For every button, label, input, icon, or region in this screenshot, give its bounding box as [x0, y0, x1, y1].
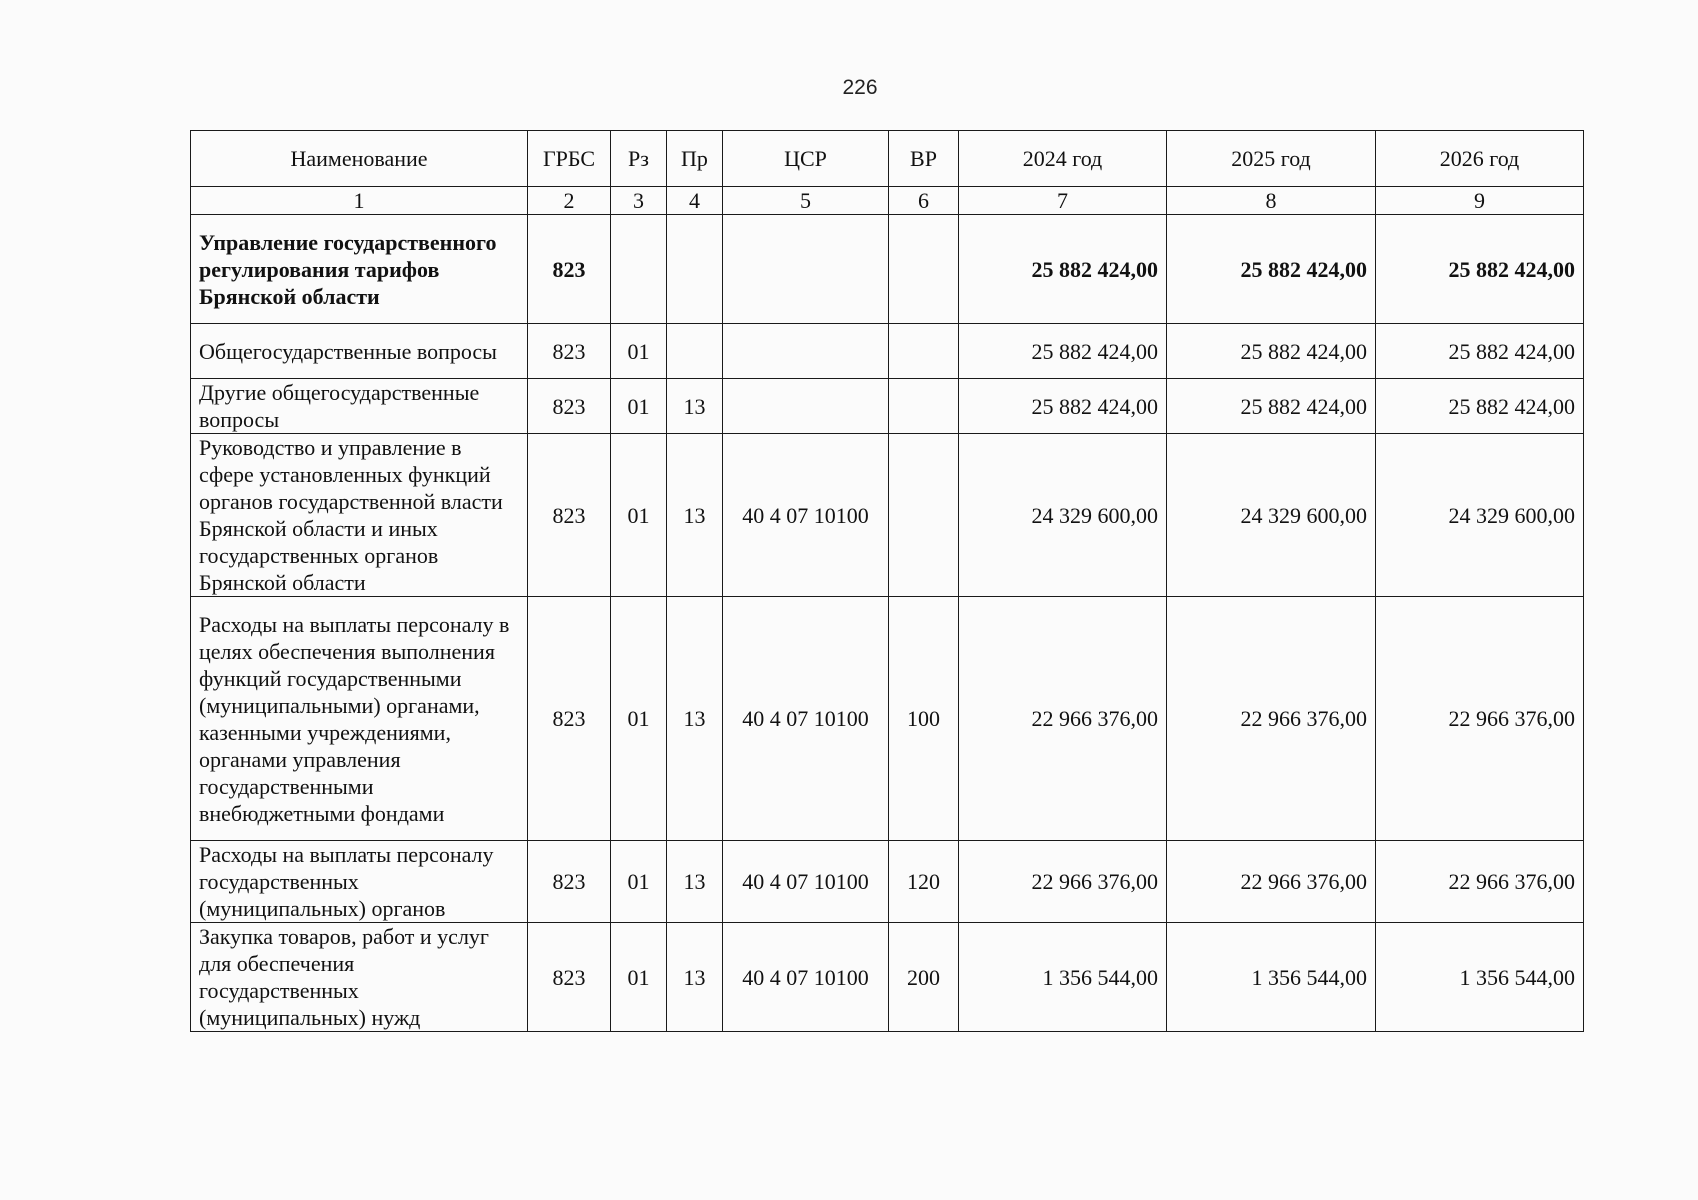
header-cell: 2025 год — [1167, 131, 1376, 187]
csr-cell — [723, 379, 889, 434]
row-name: Другие общегосударственные вопросы — [191, 379, 528, 434]
table-row — [191, 379, 1584, 434]
header-cell: Пр — [667, 131, 723, 187]
column-number: 4 — [667, 187, 723, 215]
row-name: Расходы на выплаты персоналу государственных (муниципальных) органов — [191, 841, 528, 923]
amount-2025: 22 966 376,00 — [1167, 841, 1376, 923]
csr-cell — [723, 324, 889, 379]
amount-2025: 1 356 544,00 — [1167, 923, 1376, 1032]
grbs-cell: 823 — [528, 324, 611, 379]
header-row — [191, 131, 1584, 187]
header-cell: 2024 год — [959, 131, 1167, 187]
grbs-cell: 823 — [528, 379, 611, 434]
page-number: 226 — [842, 76, 878, 99]
rz-cell: 01 — [611, 434, 667, 597]
vr-cell — [889, 324, 959, 379]
row-name: Руководство и управление в сфере установленных функций органов государственной власти Брянской области и иных государственных органов Брянской области — [191, 434, 528, 597]
csr-cell: 40 4 07 10100 — [723, 434, 889, 597]
vr-cell — [889, 434, 959, 597]
table-row — [191, 597, 1584, 841]
rz-cell: 01 — [611, 597, 667, 841]
table-row — [191, 324, 1584, 379]
pr-cell: 13 — [667, 841, 723, 923]
grbs-cell: 823 — [528, 215, 611, 324]
csr-cell: 40 4 07 10100 — [723, 923, 889, 1032]
column-number: 1 — [191, 187, 528, 215]
column-number: 3 — [611, 187, 667, 215]
amount-2025: 25 882 424,00 — [1167, 215, 1376, 324]
amount-2026: 22 966 376,00 — [1376, 597, 1584, 841]
rz-cell: 01 — [611, 379, 667, 434]
amount-2024: 22 966 376,00 — [959, 841, 1167, 923]
table-row — [191, 434, 1584, 597]
amount-2024: 25 882 424,00 — [959, 379, 1167, 434]
column-number-row — [191, 187, 1584, 215]
table-row — [191, 841, 1584, 923]
grbs-cell: 823 — [528, 434, 611, 597]
amount-2026: 1 356 544,00 — [1376, 923, 1584, 1032]
amount-2024: 1 356 544,00 — [959, 923, 1167, 1032]
header-cell: Наименование — [191, 131, 528, 187]
rz-cell: 01 — [611, 324, 667, 379]
amount-2026: 25 882 424,00 — [1376, 324, 1584, 379]
pr-cell: 13 — [667, 597, 723, 841]
vr-cell: 100 — [889, 597, 959, 841]
amount-2026: 25 882 424,00 — [1376, 379, 1584, 434]
csr-cell: 40 4 07 10100 — [723, 841, 889, 923]
column-number: 9 — [1376, 187, 1584, 215]
header-cell: ЦСР — [723, 131, 889, 187]
header-cell: 2026 год — [1376, 131, 1584, 187]
column-number: 2 — [528, 187, 611, 215]
vr-cell — [889, 379, 959, 434]
amount-2024: 25 882 424,00 — [959, 215, 1167, 324]
grbs-cell: 823 — [528, 597, 611, 841]
budget-table — [190, 130, 1584, 1032]
column-number: 5 — [723, 187, 889, 215]
vr-cell — [889, 215, 959, 324]
grbs-cell: 823 — [528, 841, 611, 923]
amount-2025: 24 329 600,00 — [1167, 434, 1376, 597]
pr-cell: 13 — [667, 923, 723, 1032]
csr-cell — [723, 215, 889, 324]
amount-2025: 22 966 376,00 — [1167, 597, 1376, 841]
amount-2024: 24 329 600,00 — [959, 434, 1167, 597]
amount-2024: 22 966 376,00 — [959, 597, 1167, 841]
table-row — [191, 923, 1584, 1032]
pr-cell: 13 — [667, 379, 723, 434]
csr-cell: 40 4 07 10100 — [723, 597, 889, 841]
row-name: Закупка товаров, работ и услуг для обеспечения государственных (муниципальных) нужд — [191, 923, 528, 1032]
pr-cell — [667, 215, 723, 324]
amount-2026: 24 329 600,00 — [1376, 434, 1584, 597]
column-number: 6 — [889, 187, 959, 215]
amount-2026: 25 882 424,00 — [1376, 215, 1584, 324]
row-name: Расходы на выплаты персоналу в целях обеспечения выполнения функций государственными (муниципальными) органами, казенными учреждениями, органами управления государственными внебюджетными фондами — [191, 597, 528, 841]
column-number: 7 — [959, 187, 1167, 215]
amount-2025: 25 882 424,00 — [1167, 324, 1376, 379]
rz-cell: 01 — [611, 923, 667, 1032]
rz-cell: 01 — [611, 841, 667, 923]
pr-cell: 13 — [667, 434, 723, 597]
header-cell: Рз — [611, 131, 667, 187]
table-row — [191, 215, 1584, 324]
rz-cell — [611, 215, 667, 324]
row-name: Общегосударственные вопросы — [191, 324, 528, 379]
column-number: 8 — [1167, 187, 1376, 215]
row-name: Управление государственного регулирования тарифов Брянской области — [191, 215, 528, 324]
amount-2024: 25 882 424,00 — [959, 324, 1167, 379]
vr-cell: 200 — [889, 923, 959, 1032]
header-cell: ГРБС — [528, 131, 611, 187]
amount-2026: 22 966 376,00 — [1376, 841, 1584, 923]
vr-cell: 120 — [889, 841, 959, 923]
amount-2025: 25 882 424,00 — [1167, 379, 1376, 434]
header-cell: ВР — [889, 131, 959, 187]
grbs-cell: 823 — [528, 923, 611, 1032]
pr-cell — [667, 324, 723, 379]
